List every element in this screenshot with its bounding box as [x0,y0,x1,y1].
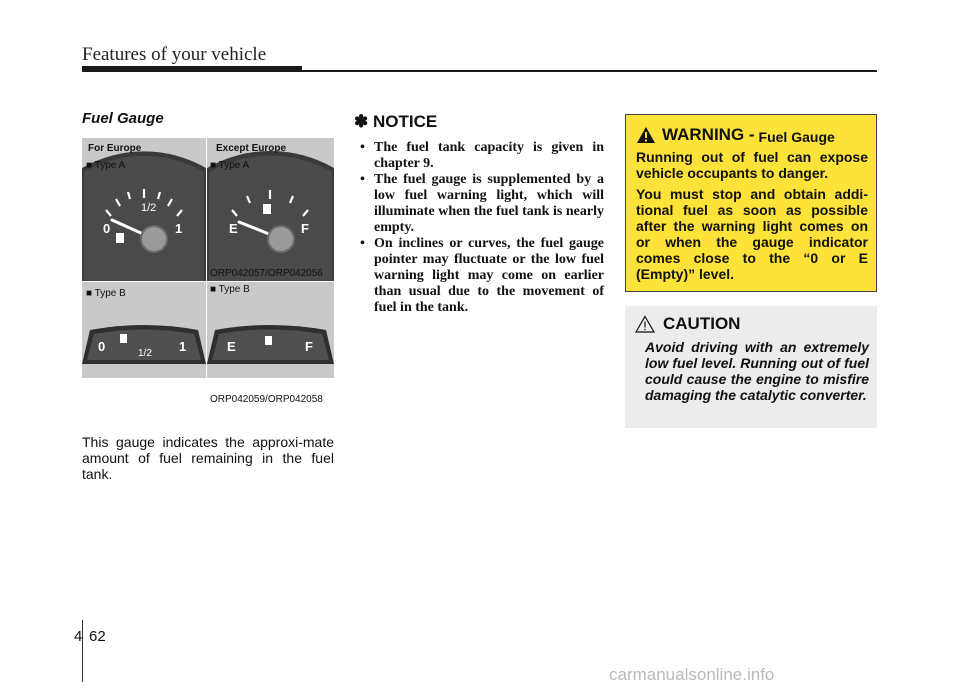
gauge-a-ex-f-label: F [301,221,309,236]
gauge-type-b-europe [82,324,206,364]
caution-triangle-icon [635,315,655,333]
label-for-europe: For Europe [88,143,142,154]
footer-divider [82,620,83,682]
gauge-b-eu-half-label: 1/2 [138,348,152,359]
watermark: carmanualsonline.info [609,665,775,684]
panel-vertical-divider [206,138,207,378]
figure-code-top: ORP042057/ORP042056 [210,268,323,279]
label-type-a-left: ■ Type A [86,160,126,171]
label-except-europe: Except Europe [216,143,287,154]
gauge-b-ex-e-label: E [227,339,236,354]
gauge-a-eu-half-label: 1/2 [141,202,157,214]
warning-triangle-icon [636,126,656,144]
label-type-b-right: ■ Type B [210,284,250,295]
section-title: Fuel Gauge [82,110,164,127]
warning-subject: Fuel Gauge [758,129,835,145]
notice-list [354,140,604,316]
label-type-b-left: ■ Type B [86,288,126,299]
header-rule [302,70,877,72]
caution-word: CAUTION [663,314,741,333]
gauge-b-eu-zero-label: 0 [98,339,106,354]
gauge-type-b-except-europe [207,324,334,364]
notice-item: • The fuel tank capacity is given in chapter 9. [354,140,604,172]
gauge-b-ex-f-label: F [305,339,313,354]
warning-heading [636,125,835,145]
figure-code-bottom: ORP042059/ORP042058 [210,394,323,405]
header-title: Features of your vehicle [82,44,267,65]
page-chapter: 4 [74,628,83,645]
gauge-illustration-panel [82,138,334,405]
warning-paragraph-1: Running out of fuel can expose vehicle occupants to danger. [636,149,868,181]
notice-item: • The fuel gauge is supplemented by a low fuel warning light, which will illuminate when the fuel tank is nearly empty. [354,172,604,236]
caution-heading [635,314,740,334]
caution-box [625,306,877,428]
panel-horizontal-divider [82,281,334,282]
gauge-a-eu-one-label: 1 [175,221,183,236]
gauge-b-eu-one-label: 1 [179,339,187,354]
label-type-a-right: ■ Type A [210,160,250,171]
gauge-a-ex-e-label: E [229,221,238,236]
notice-title: ✽ NOTICE [354,112,438,131]
page-number: 62 [89,628,106,645]
caution-text: Avoid driving with an extremely low fuel level. Running out of fuel could cause the engine to misfire damaging the catalytic converter. [645,339,869,403]
fuel-gauge-description: This gauge indicates the approxi-mate amount of fuel remaining in the fuel tank. [82,434,334,482]
warning-word: WARNING - [662,125,755,144]
warning-text [636,149,868,287]
header-bar [82,66,302,72]
warning-paragraph-2: You must stop and obtain addi-tional fuel as soon as possible after the warning light comes on or when the gauge indicator comes close to the “0 or E (Empty)” level. [636,186,868,282]
gauge-a-eu-zero-label: 0 [103,221,111,236]
notice-item: • On inclines or curves, the fuel gauge pointer may fluctuate or the low fuel warning light may come on earlier than usual due to the movement of fuel in the tank. [354,236,604,316]
warning-box [625,114,877,292]
